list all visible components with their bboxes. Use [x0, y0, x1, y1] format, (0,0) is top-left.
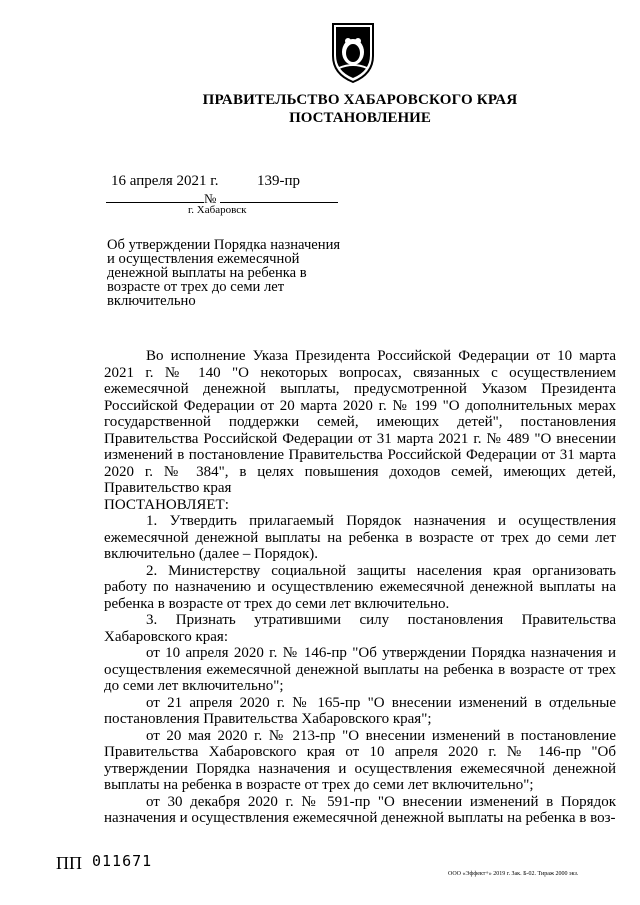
government-title: ПРАВИТЕЛЬСТВО ХАБАРОВСКОГО КРАЯ: [202, 92, 518, 108]
document-type: ПОСТАНОВЛЕНИЕ: [289, 110, 431, 126]
form-serial-number: 011671: [92, 852, 153, 870]
body-paragraph-resolves: ПОСТАНОВЛЯЕТ:: [104, 496, 229, 513]
body-paragraph: 3. Признать утратившими силу постановления Правительства Хабаровского края:: [104, 612, 616, 645]
form-code: ПП: [56, 853, 82, 873]
body-paragraph: от 21 апреля 2020 г. № 165-пр "О внесении изменений в отдельные постановления Правительства Хабаровского края";: [104, 694, 616, 727]
body-paragraph: 2. Министерству социальной защиты населения края организовать работу по назначению и осуществлению ежемесячной денежной выплаты на ребенка в возрасте от трех до семи лет включительно.: [104, 562, 616, 612]
date-underline: [106, 202, 204, 203]
document-city: г. Хабаровск: [188, 204, 247, 216]
body-paragraph: 1. Утвердить прилагаемый Порядок назначения и осуществления ежемесячной денежной выплаты на ребенка в возрасте от трех до семи лет включительно (далее – Порядок).: [104, 513, 616, 562]
document-body: [104, 348, 616, 827]
coat-of-arms-icon: [330, 22, 376, 84]
body-paragraph: от 10 апреля 2020 г. № 146-пр "Об утверждении Порядка назначения и осуществления ежемесячной денежной выплаты на ребенка в возрасте от трех до семи лет включительно";: [104, 645, 616, 694]
document-number: 139-пр: [257, 173, 301, 189]
printer-imprint: ООО «Эффект+» 2019 г. Зак. Б-02. Тираж 2000 экз.: [448, 871, 579, 877]
body-paragraph: от 30 декабря 2020 г. № 591-пр "О внесении изменений в Порядок назначения и осуществления ежемесячной денежной выплаты на ребенка в воз-: [104, 793, 616, 826]
document-subject: Об утверждении Порядка назначения и осуществления ежемесячной денежной выплаты на ребенка в возрасте от трех до семи лет включительно: [107, 237, 341, 309]
document-date: 16 апреля 2021 г.: [111, 173, 219, 189]
number-sign: №: [204, 191, 217, 206]
number-underline: [220, 202, 338, 203]
body-paragraph: Во исполнение Указа Президента Российской Федерации от 10 марта 2021 г. № 140 "О некоторых вопросах, связанных с осуществлением ежемесячной денежной выплаты, предусмотренной Указом Президента Российской Федерации от 20 марта 2020 г. № 199 "О дополнительных мерах государственной поддержки семей, имеющих детей", постановления Правительства Российской Федерации от 31 марта 2021 г. № 489 "О внесении изменений в постановление Правительства Российской Федерации от 31 марта 2020 г. № 384", в целях повышения доходов семей, имеющих детей, Правительство края: [104, 348, 616, 496]
body-paragraph: от 20 мая 2020 г. № 213-пр "О внесении изменений в постановление Правительства Хабаровского края от 10 апреля 2020 г. № 146-пр "Об утверждении Порядка назначения и осуществления ежемесячной денежной выплаты на ребенка в возрасте от трех до семи лет включительно";: [104, 727, 616, 793]
